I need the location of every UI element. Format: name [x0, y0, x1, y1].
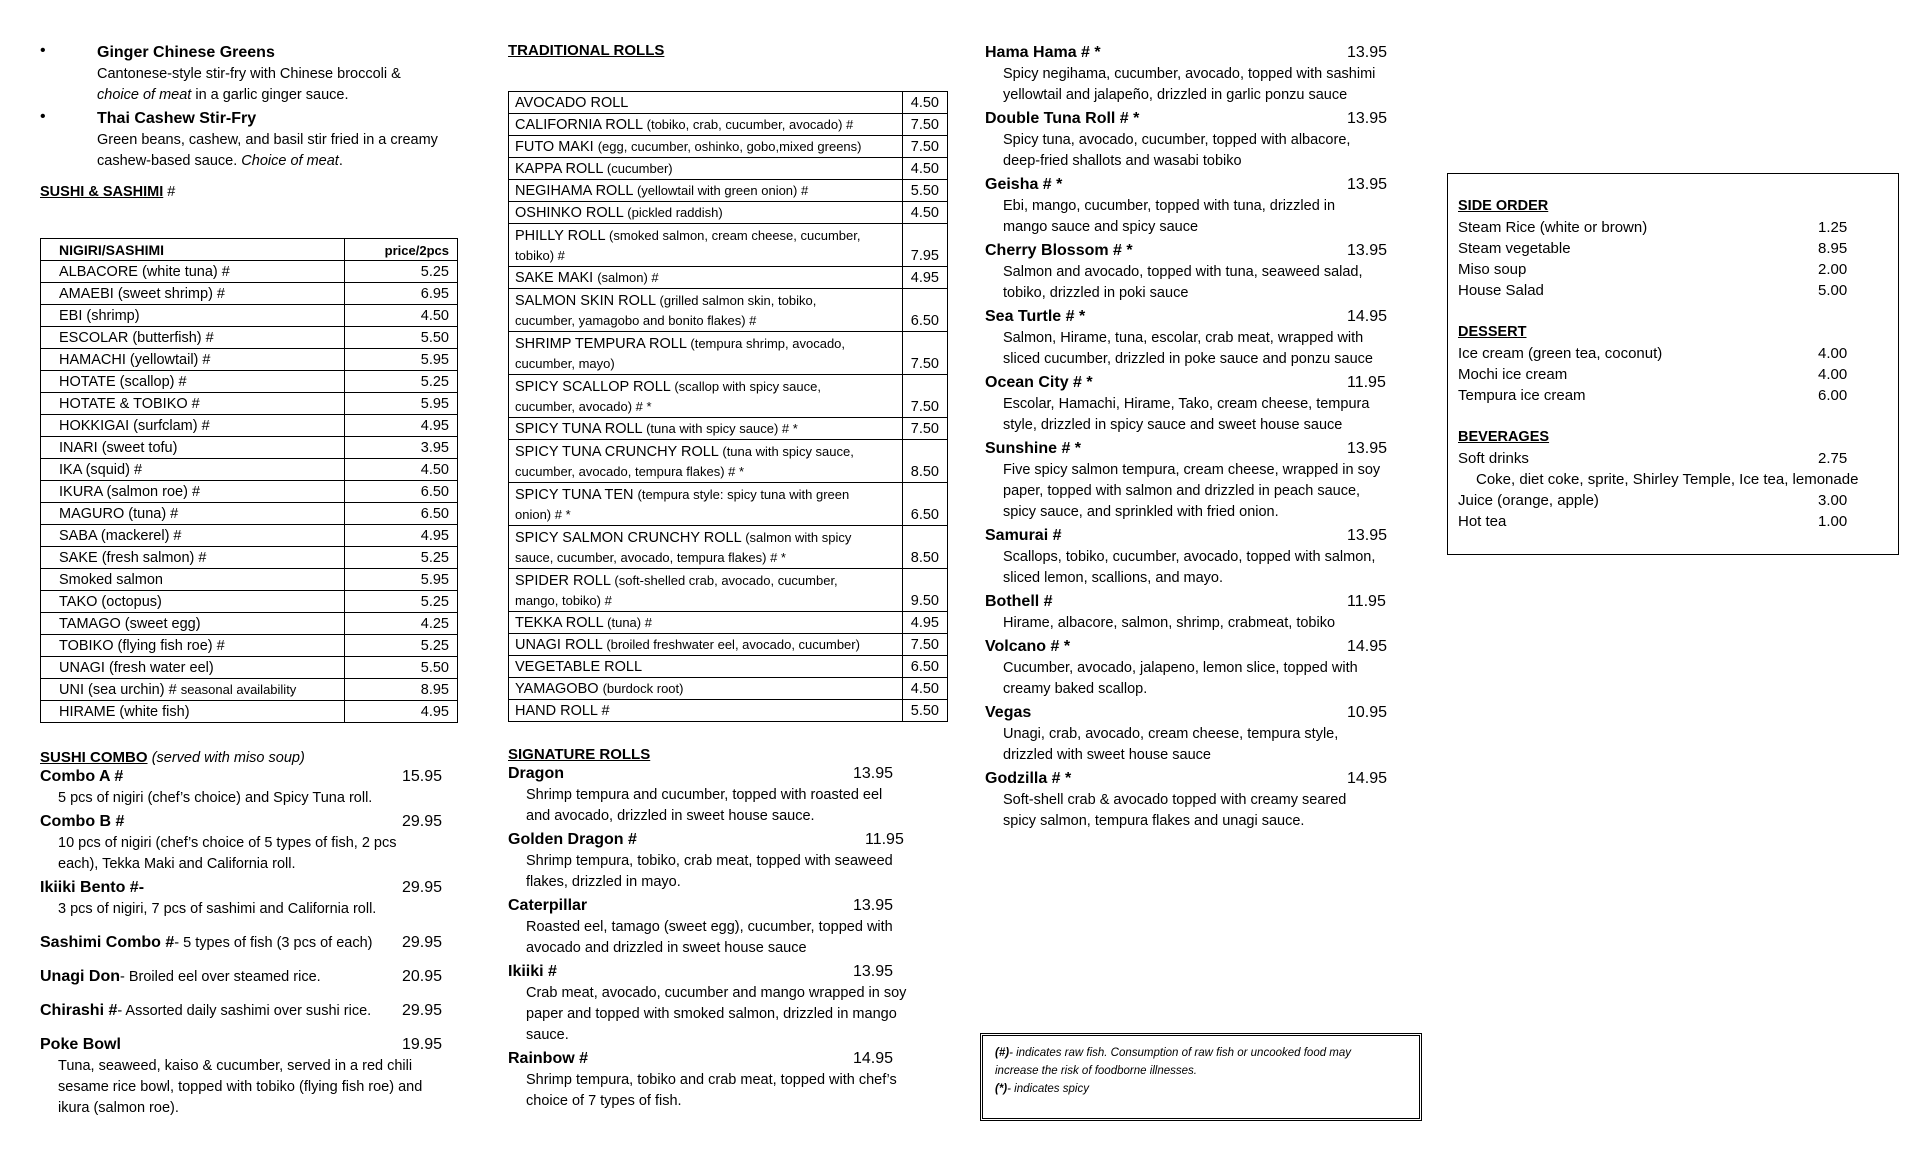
table-row — [41, 415, 458, 437]
item-description: Soft-shell crab & avocado topped with creamy seared spicy salmon, tempura flakes and unagi sauce. — [1003, 792, 1347, 829]
table-row — [41, 481, 458, 503]
menu-item — [985, 108, 1415, 172]
item-name: EBI (shrimp) — [41, 305, 345, 327]
menu-item — [985, 438, 1415, 523]
menu-item — [40, 966, 470, 988]
item-name: FUTO MAKI (egg, cucumber, oshinko, gobo,mixed greens) — [509, 136, 903, 158]
item-price: 5.50 — [902, 700, 947, 722]
item-name: Combo B # — [40, 813, 125, 830]
section-title: TRADITIONAL ROLLS — [508, 42, 665, 59]
column-right — [985, 42, 1415, 834]
item-price: 4.50 — [902, 158, 947, 180]
item-price: 13.95 — [853, 765, 894, 782]
item-name: Volcano # * — [985, 638, 1071, 655]
item-name: CALIFORNIA ROLL (tobiko, crab, cucumber, avocado) # — [509, 114, 903, 136]
item-price: 5.95 — [345, 349, 458, 371]
item-price: 14.95 — [1347, 308, 1388, 325]
item-price: 6.95 — [345, 283, 458, 305]
item-price: 10.95 — [1347, 704, 1388, 721]
item-name: YAMAGOBO (burdock root) — [509, 678, 903, 700]
list-item: Miso soup 2.00 — [1458, 261, 1848, 278]
item-name: Vegas — [985, 704, 1032, 721]
item-name: Chirashi # — [40, 1002, 118, 1019]
specialty-list — [985, 42, 1415, 832]
item-name: SABA (mackerel) # — [41, 525, 345, 547]
item-description: Cantonese-style stir-fry with Chinese broccoli & choice of meat in a garlic ginger sauce. — [97, 66, 401, 103]
item-name: Unagi Don — [40, 968, 120, 985]
item-price: 4.95 — [902, 612, 947, 634]
item-description: Shrimp tempura, tobiko and crab meat, topped with chef’s choice of 7 types of fish. — [526, 1072, 897, 1109]
item-name: Geisha # * — [985, 176, 1063, 193]
item-name: Sashimi Combo # — [40, 934, 175, 951]
table-row — [41, 657, 458, 679]
item-name: SPICY TUNA TEN (tempura style: spicy tuna with green onion) # * — [509, 483, 903, 526]
item-name: SPICY SCALLOP ROLL (scallop with spicy sauce, cucumber, avocado) # * — [509, 375, 903, 418]
item-price: 5.50 — [345, 327, 458, 349]
item-description: Unagi, crab, avocado, cream cheese, tempura style, drizzled with sweet house sauce — [1003, 726, 1339, 763]
item-description: Spicy negihama, cucumber, avocado, topped with sashimi yellowtail and jalapeño, drizzled in garlic ponzu sauce — [1003, 66, 1376, 103]
table-row — [41, 349, 458, 371]
table-row — [509, 656, 948, 678]
item-price: 8.95 — [345, 679, 458, 701]
item-price: 7.50 — [902, 634, 947, 656]
list-item: Tempura ice cream 6.00 — [1458, 387, 1848, 404]
menu-item — [40, 811, 470, 875]
item-name: HIRAME (white fish) — [41, 701, 345, 723]
table-row — [509, 136, 948, 158]
item-price: 13.95 — [853, 963, 894, 980]
item-price: 20.95 — [402, 968, 443, 985]
item-name: SHRIMP TEMPURA ROLL (tempura shrimp, avocado, cucumber, mayo) — [509, 332, 903, 375]
item-price: 4.50 — [902, 202, 947, 224]
item-description: Green beans, cashew, and basil stir fried in a creamy cashew-based sauce. Choice of meat. — [97, 132, 438, 169]
item-name: UNI (sea urchin) # seasonal availability — [41, 679, 345, 701]
item-description: - 5 types of fish (3 pcs of each) — [174, 935, 373, 951]
item-name: TOBIKO (flying fish roe) # — [41, 635, 345, 657]
item-name: AMAEBI (sweet shrimp) # — [41, 283, 345, 305]
menu-item — [508, 829, 953, 893]
menu-item — [985, 525, 1415, 589]
item-price: 5.25 — [345, 547, 458, 569]
item-name: MAGURO (tuna) # — [41, 503, 345, 525]
item-price: 13.95 — [1347, 176, 1388, 193]
table-row — [509, 418, 948, 440]
item-price: 4.95 — [902, 267, 947, 289]
item-name: HOTATE & TOBIKO # — [41, 393, 345, 415]
item-price: 8.50 — [902, 440, 947, 483]
item-price: 7.50 — [902, 418, 947, 440]
menu-item — [985, 636, 1415, 700]
item-price: 13.95 — [1347, 44, 1388, 61]
item-description: 3 pcs of nigiri, 7 pcs of sashimi and California roll. — [58, 901, 377, 917]
item-name: Bothell # — [985, 593, 1053, 610]
item-description: Crab meat, avocado, cucumber and mango wrapped in soy paper and topped with smoked salmon, drizzled in mango sauce. — [526, 985, 907, 1043]
item-description: Scallops, tobiko, cucumber, avocado, topped with salmon, sliced lemon, scallions, and mayo. — [1003, 549, 1376, 586]
sushi-combo-section — [40, 749, 470, 1119]
item-price: 9.50 — [902, 569, 947, 612]
table-row — [41, 635, 458, 657]
menu-item — [40, 766, 470, 809]
table-row — [41, 261, 458, 283]
item-name: TAKO (octopus) — [41, 591, 345, 613]
item-price: 11.95 — [1347, 374, 1386, 391]
item-description: Ebi, mango, cucumber, topped with tuna, drizzled in mango sauce and spicy sauce — [1003, 198, 1336, 235]
item-price: 5.25 — [345, 261, 458, 283]
bullet-icon: • — [40, 42, 46, 59]
item-name: HOKKIGAI (surfclam) # — [41, 415, 345, 437]
sushi-sashimi-heading: SUSHI & SASHIMI # — [40, 184, 176, 200]
table-row — [509, 158, 948, 180]
item-price: 29.95 — [402, 1002, 443, 1019]
table-row — [41, 283, 458, 305]
item-name: SPIDER ROLL (soft-shelled crab, avocado, cucumber, mango, tobiko) # — [509, 569, 903, 612]
item-price: 29.95 — [402, 879, 443, 896]
item-price: 5.25 — [345, 635, 458, 657]
table-row — [509, 180, 948, 202]
item-price: 11.95 — [1347, 593, 1386, 610]
item-price: 6.50 — [902, 289, 947, 332]
item-name: UNAGI ROLL (broiled freshwater eel, avocado, cucumber) — [509, 634, 903, 656]
item-price: 13.95 — [853, 897, 894, 914]
table-row — [509, 440, 948, 483]
table-row — [509, 114, 948, 136]
list-item: Soft drinks 2.75 — [1458, 450, 1848, 467]
list-item: Mochi ice cream 4.00 — [1458, 366, 1848, 383]
item-price: 13.95 — [1347, 242, 1388, 259]
item-name: IKA (squid) # — [41, 459, 345, 481]
item-price: 5.50 — [902, 180, 947, 202]
item-name: Thai Cashew Stir-Fry — [97, 110, 257, 127]
item-name: Dragon — [508, 765, 564, 782]
item-price: 4.50 — [902, 92, 947, 114]
item-price: 4.25 — [345, 613, 458, 635]
item-price: 13.95 — [1347, 110, 1388, 127]
item-price: 11.95 — [865, 831, 904, 848]
item-name: Ginger Chinese Greens — [97, 44, 275, 61]
item-name: NEGIHAMA ROLL (yellowtail with green onion) # — [509, 180, 903, 202]
item-name: TEKKA ROLL (tuna) # — [509, 612, 903, 634]
item-name: Cherry Blossom # * — [985, 242, 1133, 259]
item-name: AVOCADO ROLL — [509, 92, 903, 114]
column-header-name: NIGIRI/SASHIMI — [41, 239, 345, 261]
table-row — [41, 613, 458, 635]
item-price: 8.50 — [902, 526, 947, 569]
item-price: 7.50 — [902, 114, 947, 136]
table-row — [41, 569, 458, 591]
item-name: SAKE (fresh salmon) # — [41, 547, 345, 569]
item-description: Salmon and avocado, topped with tuna, seaweed salad, tobiko, drizzled in poki sauce — [1003, 264, 1363, 301]
item-description: Cucumber, avocado, jalapeno, lemon slice, topped with creamy baked scallop. — [1003, 660, 1358, 697]
item-name: Hama Hama # * — [985, 44, 1101, 61]
poke-bowl-item — [40, 1034, 470, 1119]
item-price: 5.95 — [345, 393, 458, 415]
column-middle — [508, 42, 953, 1114]
table-row — [509, 267, 948, 289]
section-title: SIGNATURE ROLLS — [508, 746, 651, 763]
table-row — [41, 305, 458, 327]
menu-item — [985, 768, 1415, 832]
item-price: 6.50 — [902, 656, 947, 678]
table-row — [509, 289, 948, 332]
menu-item — [985, 702, 1415, 766]
table-row — [509, 612, 948, 634]
menu-item — [985, 42, 1415, 106]
item-name: VEGETABLE ROLL — [509, 656, 903, 678]
item-name: UNAGI (fresh water eel) — [41, 657, 345, 679]
stir-fry-item — [40, 108, 470, 172]
menu-item — [508, 961, 953, 1046]
menu-item — [985, 372, 1415, 436]
table-row — [41, 591, 458, 613]
item-price: 5.95 — [345, 569, 458, 591]
menu-item — [985, 240, 1415, 304]
item-price: 4.95 — [345, 701, 458, 723]
item-description: Shrimp tempura and cucumber, topped with roasted eel and avocado, drizzled in sweet house sauce. — [526, 787, 883, 824]
list-item: Juice (orange, apple) 3.00 — [1458, 492, 1848, 509]
item-price: 13.95 — [1347, 440, 1388, 457]
item-price: 4.95 — [345, 525, 458, 547]
item-name: Ikiiki Bento #- — [40, 879, 145, 896]
item-name: SPICY SALMON CRUNCHY ROLL (salmon with spicy sauce, cucumber, avocado, tempura flakes) # * — [509, 526, 903, 569]
soft-drinks-list: Coke, diet coke, sprite, Shirley Temple, Ice tea, lemonade — [1476, 471, 1859, 488]
item-name: IKURA (salmon roe) # — [41, 481, 345, 503]
item-price: 4.95 — [345, 415, 458, 437]
nigiri-sashimi-table — [40, 238, 458, 723]
item-description: Tuna, seaweed, kaiso & cucumber, served in a red chili sesame rice bowl, topped with tobiko (flying fish roe) and ikura (salmon roe). — [58, 1058, 423, 1116]
table-row — [41, 679, 458, 701]
item-name: SPICY TUNA CRUNCHY ROLL (tuna with spicy sauce, cucumber, avocado, tempura flakes) # * — [509, 440, 903, 483]
item-price: 14.95 — [853, 1050, 894, 1067]
item-name: SALMON SKIN ROLL (grilled salmon skin, tobiko, cucumber, yamagobo and bonito flakes) # — [509, 289, 903, 332]
menu-item — [40, 1000, 470, 1022]
traditional-rolls-table — [508, 91, 948, 722]
table-row — [509, 92, 948, 114]
column-header-price: price/2pcs — [345, 239, 458, 261]
combo-inline-list — [40, 932, 470, 1022]
menu-item — [508, 763, 953, 827]
item-price: 5.25 — [345, 371, 458, 393]
item-name: INARI (sweet tofu) — [41, 437, 345, 459]
item-name: HAMACHI (yellowtail) # — [41, 349, 345, 371]
dessert-title: DESSERT — [1458, 324, 1527, 340]
menu-item — [40, 877, 470, 920]
table-row — [509, 332, 948, 375]
menu-item — [40, 932, 470, 954]
table-row — [41, 701, 458, 723]
column-left — [40, 42, 470, 1121]
table-row — [509, 202, 948, 224]
item-price: 5.25 — [345, 591, 458, 613]
table-row — [41, 459, 458, 481]
item-description: Hirame, albacore, salmon, shrimp, crabmeat, tobiko — [1003, 615, 1336, 631]
item-description: Roasted eel, tamago (sweet egg), cucumber, topped with avocado and drizzled in sweet house sauce — [526, 919, 893, 956]
menu-item — [985, 591, 1415, 634]
item-name: Combo A # — [40, 768, 124, 785]
item-price: 7.50 — [902, 375, 947, 418]
item-price: 6.50 — [345, 503, 458, 525]
item-name: SAKE MAKI (salmon) # — [509, 267, 903, 289]
table-row — [509, 224, 948, 267]
item-price: 13.95 — [1347, 527, 1388, 544]
item-price: 6.50 — [902, 483, 947, 526]
item-name: Godzilla # * — [985, 770, 1072, 787]
item-price: 4.50 — [345, 305, 458, 327]
item-name: Sea Turtle # * — [985, 308, 1086, 325]
list-item: House Salad 5.00 — [1458, 282, 1848, 299]
item-name: HAND ROLL # — [509, 700, 903, 722]
item-price: 5.50 — [345, 657, 458, 679]
list-item: Steam vegetable 8.95 — [1458, 240, 1848, 257]
item-price: 29.95 — [402, 813, 443, 830]
section-title: SUSHI COMBO — [40, 749, 148, 766]
item-price: 15.95 — [402, 768, 443, 785]
item-name: Sunshine # * — [985, 440, 1082, 457]
item-price: 14.95 — [1347, 638, 1388, 655]
item-name: TAMAGO (sweet egg) — [41, 613, 345, 635]
list-item: Hot tea 1.00 — [1458, 513, 1848, 530]
table-row — [41, 503, 458, 525]
signature-list — [508, 763, 953, 1112]
table-row — [41, 437, 458, 459]
item-price: 29.95 — [402, 934, 443, 951]
item-price: 4.50 — [345, 459, 458, 481]
table-row — [509, 634, 948, 656]
menu-item — [985, 306, 1415, 370]
item-name: SPICY TUNA ROLL (tuna with spicy sauce) # * — [509, 418, 903, 440]
table-row — [41, 547, 458, 569]
item-name: Smoked salmon — [41, 569, 345, 591]
item-description: Escolar, Hamachi, Hirame, Tako, cream cheese, tempura style, drizzled in spicy sauce and sweet house sauce — [1003, 396, 1370, 433]
side-order-box — [1447, 173, 1899, 555]
item-name: Ikiiki # — [508, 963, 557, 980]
section-subtitle: (served with miso soup) — [151, 750, 305, 766]
item-description: Five spicy salmon tempura, cream cheese, wrapped in soy paper, topped with salmon and drizzled in peach sauce, spicy sauce, and sprinkled with fried onion. — [1003, 462, 1381, 520]
table-row — [41, 371, 458, 393]
item-price: 19.95 — [402, 1036, 443, 1053]
table-row — [41, 525, 458, 547]
item-description: Spicy tuna, avocado, cucumber, topped with albacore, deep-fried shallots and wasabi tobiko — [1003, 132, 1351, 169]
menu-item — [508, 895, 953, 959]
item-price: 7.95 — [902, 224, 947, 267]
table-row — [41, 327, 458, 349]
item-name: ESCOLAR (butterfish) # — [41, 327, 345, 349]
table-row — [41, 393, 458, 415]
item-name: Samurai # — [985, 527, 1062, 544]
table-row — [509, 569, 948, 612]
menu-item — [508, 1048, 953, 1112]
item-price: 4.50 — [902, 678, 947, 700]
item-name: Double Tuna Roll # * — [985, 110, 1140, 127]
table-row — [509, 700, 948, 722]
item-name: Ocean City # * — [985, 374, 1093, 391]
item-name: Rainbow # — [508, 1050, 589, 1067]
item-description: - Assorted daily sashimi over sushi rice. — [117, 1003, 372, 1019]
item-price: 6.50 — [345, 481, 458, 503]
item-name: Poke Bowl — [40, 1036, 121, 1053]
item-price: 7.50 — [902, 136, 947, 158]
bullet-icon: • — [40, 108, 46, 125]
list-item: Steam Rice (white or brown) 1.25 — [1458, 219, 1848, 236]
menu-item — [985, 174, 1415, 238]
table-row — [509, 526, 948, 569]
table-row — [509, 678, 948, 700]
stir-fry-item — [40, 42, 470, 106]
side-order-title: SIDE ORDER — [1458, 198, 1549, 214]
item-name: ALBACORE (white tuna) # — [41, 261, 345, 283]
item-name: KAPPA ROLL (cucumber) — [509, 158, 903, 180]
table-row — [509, 375, 948, 418]
item-name: Golden Dragon # — [508, 831, 637, 848]
beverages-title: BEVERAGES — [1458, 429, 1550, 445]
signature-rolls-section — [508, 746, 953, 1112]
item-description: Shrimp tempura, tobiko, crab meat, topped with seaweed flakes, drizzled in mayo. — [526, 853, 893, 890]
table-header-row — [41, 239, 458, 261]
item-description: Salmon, Hirame, tuna, escolar, crab meat, wrapped with sliced cucumber, drizzled in poke sauce and ponzu sauce — [1003, 330, 1373, 367]
item-description: 5 pcs of nigiri (chef’s choice) and Spicy Tuna roll. — [58, 790, 373, 806]
item-price: 3.95 — [345, 437, 458, 459]
item-price: 7.50 — [902, 332, 947, 375]
item-name: HOTATE (scallop) # — [41, 371, 345, 393]
list-item: Ice cream (green tea, coconut) 4.00 — [1458, 345, 1848, 362]
item-name: Caterpillar — [508, 897, 588, 914]
item-price: 14.95 — [1347, 770, 1388, 787]
table-row — [509, 483, 948, 526]
item-description: - Broiled eel over steamed rice. — [120, 969, 321, 985]
combo-list — [40, 766, 470, 920]
item-name: OSHINKO ROLL (pickled raddish) — [509, 202, 903, 224]
item-description: 10 pcs of nigiri (chef’s choice of 5 types of fish, 2 pcs each), Tekka Maki and California roll. — [58, 835, 397, 872]
legend-note: (#)- indicates raw fish. Consumption of raw fish or uncooked food may increase the risk of foodborne illnesses. (*)- indicates spicy — [980, 1033, 1422, 1121]
item-name: PHILLY ROLL (smoked salmon, cream cheese, cucumber, tobiko) # — [509, 224, 903, 267]
